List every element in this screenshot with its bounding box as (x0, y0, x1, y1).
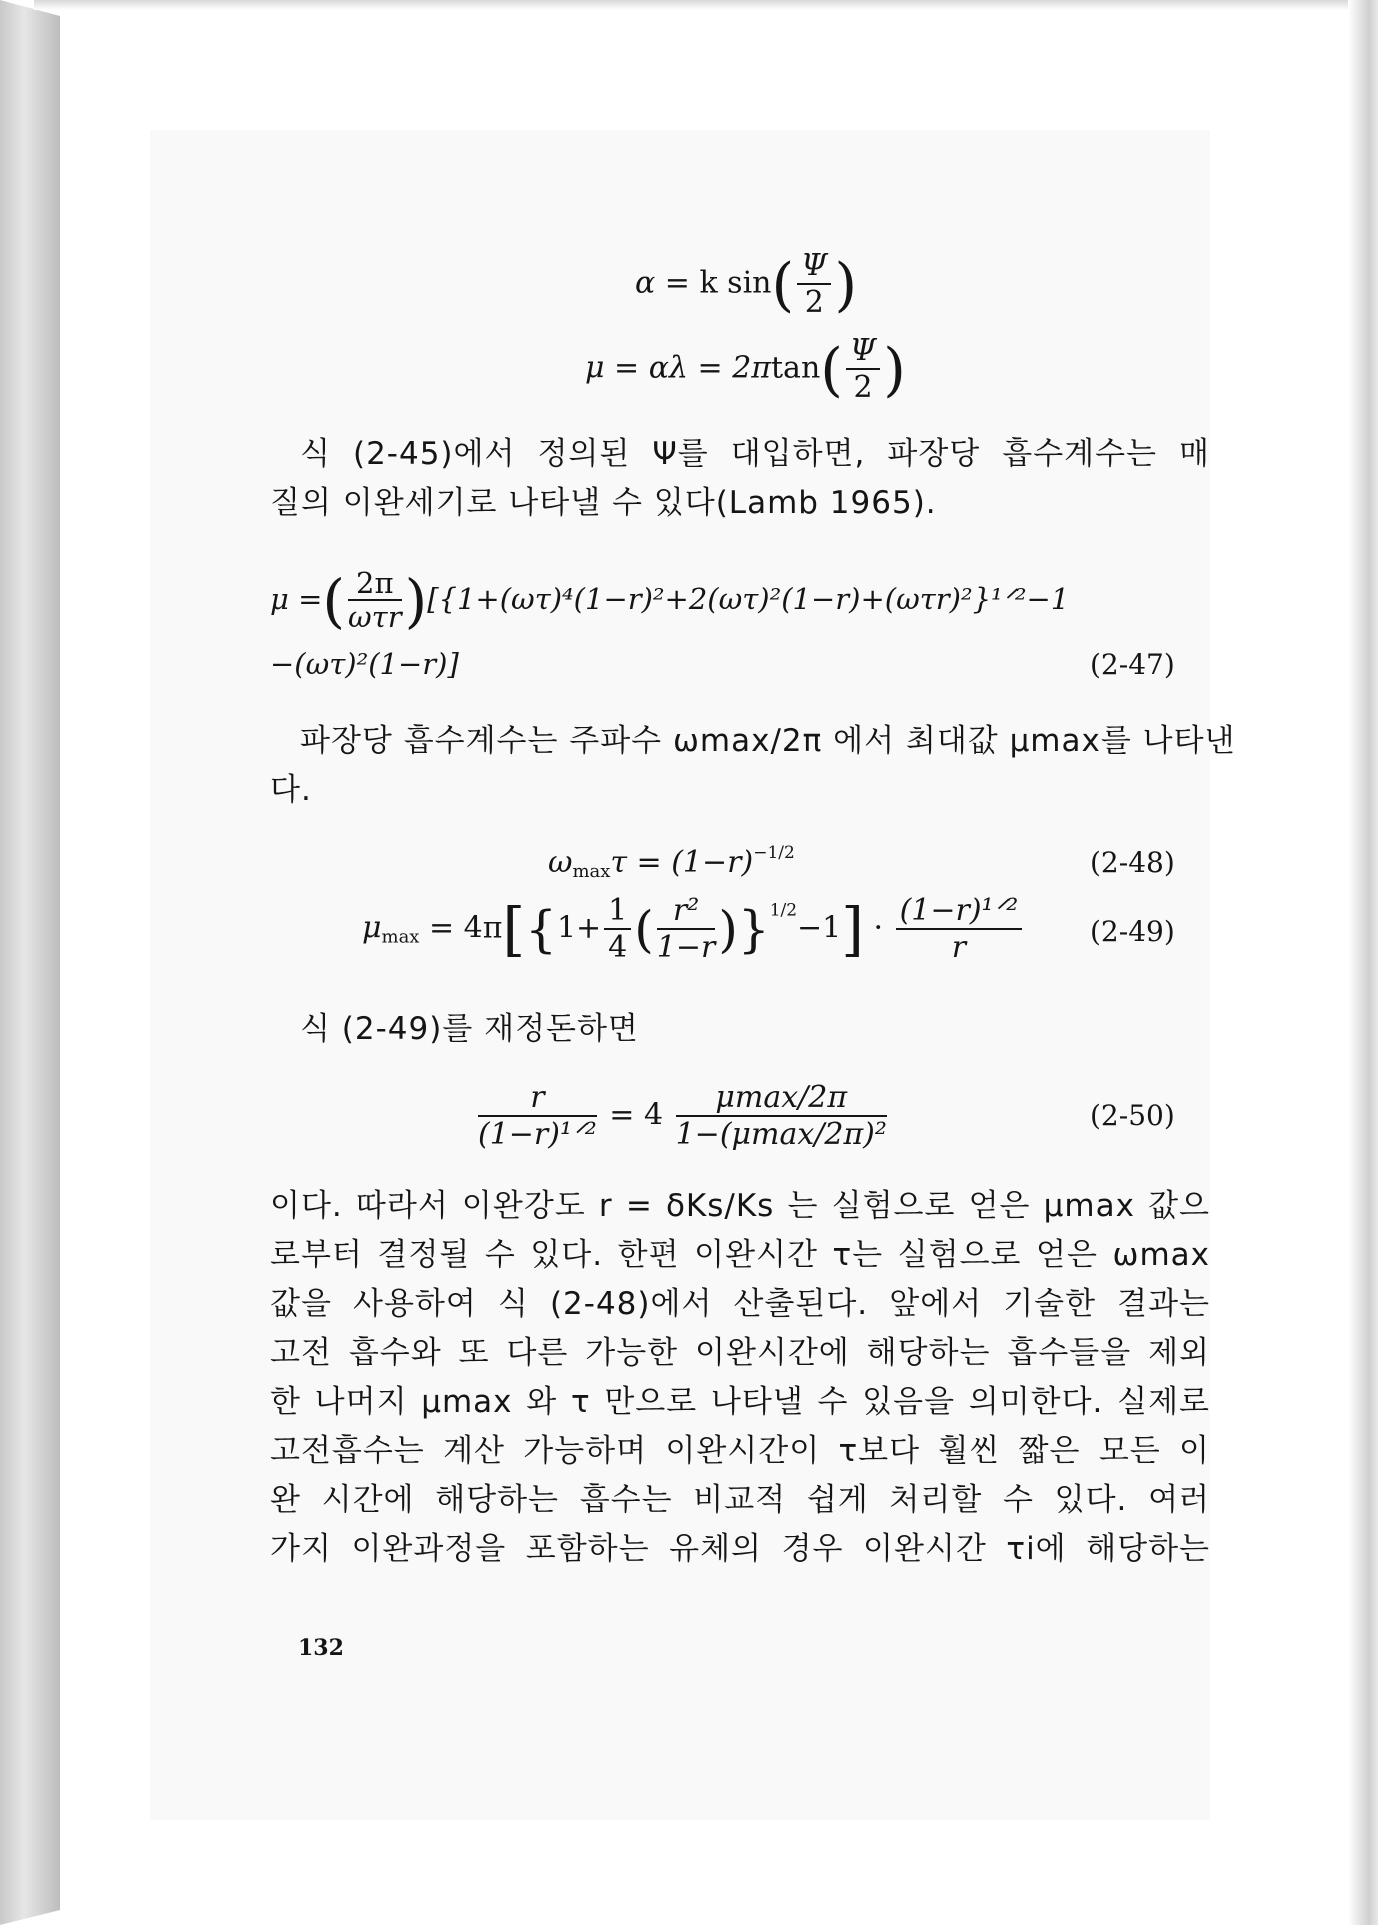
equation-alpha (635, 250, 857, 319)
eq47-lhs: μ = (270, 582, 323, 617)
alpha-num: Ψ (797, 250, 831, 285)
paren-close: ) (404, 567, 428, 636)
eq49-sub: max (381, 926, 420, 948)
eq47-body: [{1+(ωτ)⁴(1−r)²+2(ωτ)²(1−r)+(ωτr)²}¹ᐟ²−1 (427, 582, 1070, 617)
equation-number-2-49: (2-49) (1090, 915, 1175, 948)
eq49-quarter (604, 895, 631, 964)
paren-close: ) (883, 335, 906, 404)
paragraph-3 (270, 1005, 1210, 1054)
eq49-r-den: 1−r (656, 929, 716, 965)
paragraph-2 (270, 717, 1236, 815)
eq49-r-fraction (657, 895, 716, 964)
equation-2-47-line1 (270, 568, 1069, 634)
equation-2-48 (548, 843, 795, 882)
eq48-rest: τ = (1−r) (610, 845, 754, 880)
paragraph-1 (270, 430, 1210, 528)
paren-close: ) (834, 250, 858, 319)
paragraph-4 (270, 1182, 1210, 1574)
eq49-dot: · (873, 910, 884, 946)
eq50-l-den: (1−r)¹ᐟ² (478, 1116, 597, 1152)
equation-2-50 (475, 1082, 890, 1151)
eq50-left-fraction (478, 1082, 597, 1151)
equation-number-2-48: (2-48) (1090, 846, 1175, 879)
equation-2-49 (362, 895, 1025, 964)
eq50-right-fraction (676, 1082, 887, 1151)
equation-2-47-line2 (270, 647, 459, 681)
alpha-fraction (797, 250, 831, 319)
eq50-mid: = 4 (609, 1097, 664, 1133)
text-line: 한 나머지 μmax 와 τ 만으로 나타낼 수 있음을 의미한다. 실제로 (270, 1384, 1210, 1420)
brace-close: } (737, 900, 770, 959)
text-line: 식 (2-49)를 재정돈하면 (300, 1011, 639, 1047)
eq49-q-num: 1 (604, 895, 631, 930)
eq49-f-den: r (951, 929, 967, 965)
text-line: 로부터 결정될 수 있다. 한편 이완시간 τ는 실험으로 얻은 ωmax (270, 1237, 1210, 1273)
eq47-line2: −(ωτ)²(1−r)] (270, 647, 459, 681)
paren-close: ) (718, 900, 738, 959)
mu-func: tan (771, 350, 821, 386)
bracket-close: ] (841, 895, 864, 964)
text-line: 질의 이완세기로 나타낼 수 있다(Lamb 1965). (270, 485, 937, 521)
eq47-num: 2π (348, 568, 402, 601)
alpha-func: k sin (699, 265, 772, 301)
eq49-part2: 1+ (556, 910, 602, 946)
eq49-exp: 1/2 (769, 900, 798, 921)
text-line: 고전 흡수와 또 다른 가능한 이완시간에 해당하는 흡수들을 제외 (270, 1335, 1210, 1371)
bracket-open: [ (502, 895, 526, 964)
eq49-part3: −1 (797, 910, 842, 946)
eq50-r-den: 1−(μmax/2π)² (675, 1116, 887, 1152)
equation-number-2-50: (2-50) (1090, 1099, 1175, 1132)
text-line: 값을 사용하여 식 (2-48)에서 산출된다. 앞에서 기술한 결과는 (270, 1286, 1210, 1322)
alpha-den: 2 (804, 284, 824, 320)
eq49-r-num: r² (657, 895, 716, 930)
eq49-mu: μ (362, 910, 382, 946)
paren-open: ( (820, 335, 843, 404)
eq48-sup: −1/2 (753, 843, 795, 863)
alpha-lhs: α = (635, 265, 700, 301)
eq50-l-num: r (478, 1082, 597, 1117)
equation-mu (585, 335, 906, 404)
page-number: 132 (298, 1635, 344, 1661)
paren-open: ( (771, 250, 795, 319)
mu-fraction (846, 335, 880, 404)
brace-open: { (525, 900, 557, 959)
text-line: 다. (270, 772, 312, 808)
text-line: 완 시간에 해당하는 흡수는 비교적 쉽게 처리할 수 있다. 여러 (270, 1482, 1210, 1518)
equation-number-2-47: (2-47) (1090, 648, 1175, 681)
eq49-q-den: 4 (608, 929, 628, 965)
eq49-part1: = 4π (429, 910, 503, 946)
eq47-den: ωτr (348, 600, 402, 635)
text-line: 고전흡수는 계산 가능하며 이완시간이 τ보다 훨씬 짧은 모든 이 (270, 1433, 1210, 1469)
text-line: 가지 이완과정을 포함하는 유체의 경우 이완시간 τi에 해당하는 (270, 1531, 1210, 1567)
mu-den: 2 (853, 369, 873, 405)
eq48-omega: ω (548, 845, 573, 880)
paren-open: ( (322, 567, 346, 636)
paren-open: ( (634, 900, 654, 959)
mu-num: Ψ (846, 335, 880, 370)
eq47-fraction (348, 568, 402, 634)
eq50-r-num: μmax/2π (676, 1082, 887, 1117)
text-line: 파장당 흡수계수는 주파수 ωmax/2π 에서 최대값 μmax를 나타낸 (300, 723, 1236, 759)
mu-lhs: μ = αλ = 2π (585, 350, 771, 386)
text-line: 식 (2-45)에서 정의된 Ψ를 대입하면, 파장당 흡수계수는 매 (300, 436, 1210, 472)
eq49-f-num: (1−r)¹ᐟ² (896, 895, 1023, 930)
text-line: 이다. 따라서 이완강도 r = δKs/Ks 는 실험으로 얻은 μmax 값으 (270, 1188, 1210, 1224)
eq48-sub: max (572, 861, 611, 882)
eq49-f-fraction (896, 895, 1023, 964)
